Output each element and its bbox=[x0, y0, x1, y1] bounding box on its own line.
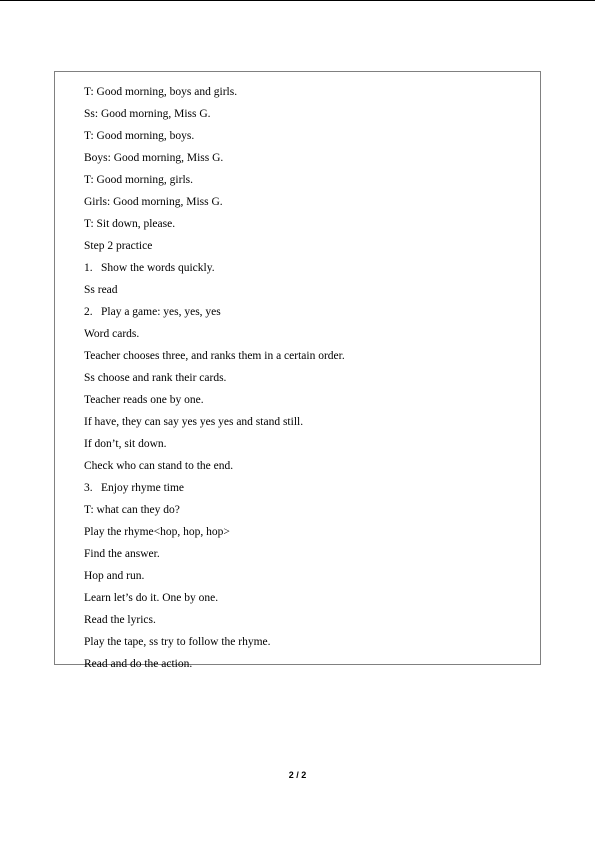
line-text: Read and do the action. bbox=[84, 658, 193, 670]
line-text: Boys: Good morning, Miss G. bbox=[84, 152, 224, 164]
line-text: Enjoy rhyme time bbox=[101, 482, 185, 494]
line-text: Word cards. bbox=[84, 328, 140, 340]
line-text: Check who can stand to the end. bbox=[84, 460, 234, 472]
text-line bbox=[84, 235, 345, 257]
line-text: Girls: Good morning, Miss G. bbox=[84, 196, 223, 208]
text-line bbox=[84, 433, 345, 455]
line-text: Hop and run. bbox=[84, 570, 145, 582]
text-line bbox=[84, 631, 345, 653]
text-line bbox=[84, 323, 345, 345]
text-line bbox=[84, 81, 345, 103]
page-number: 2 / 2 bbox=[288, 770, 307, 780]
line-text: Teacher chooses three, and ranks them in a certain order. bbox=[84, 350, 345, 362]
text-line bbox=[84, 587, 345, 609]
list-number: 3. bbox=[84, 482, 93, 494]
line-text: If have, they can say yes yes yes and stand still. bbox=[84, 416, 304, 428]
line-text: Ss: Good morning, Miss G. bbox=[84, 108, 211, 120]
lesson-content-box bbox=[54, 71, 541, 670]
text-line bbox=[84, 345, 345, 367]
text-line bbox=[84, 147, 345, 169]
text-line bbox=[84, 609, 345, 631]
line-text: Play the tape, ss try to follow the rhyme. bbox=[84, 636, 271, 648]
line-text: T: Good morning, boys. bbox=[84, 130, 195, 142]
list-number: 2. bbox=[84, 306, 93, 318]
text-line bbox=[84, 279, 345, 301]
line-text: T: Good morning, girls. bbox=[84, 174, 193, 186]
text-line bbox=[84, 213, 345, 235]
text-line bbox=[84, 169, 345, 191]
text-line bbox=[84, 257, 345, 279]
text-line bbox=[84, 191, 345, 213]
line-text: Ss choose and rank their cards. bbox=[84, 372, 227, 384]
text-line bbox=[84, 103, 345, 125]
line-text: Teacher reads one by one. bbox=[84, 394, 204, 406]
line-text: Play the rhyme<hop, hop, hop> bbox=[84, 526, 230, 538]
text-line bbox=[84, 543, 345, 565]
line-text: If don’t, sit down. bbox=[84, 438, 167, 450]
text-line bbox=[84, 411, 345, 433]
top-rule bbox=[0, 0, 595, 1]
list-number: 1. bbox=[84, 262, 93, 274]
text-line bbox=[84, 125, 345, 147]
line-text: Ss read bbox=[84, 284, 118, 296]
text-line bbox=[84, 499, 345, 521]
text-line bbox=[84, 565, 345, 587]
line-text: Learn let’s do it. One by one. bbox=[84, 592, 219, 604]
text-line bbox=[84, 301, 345, 323]
line-text: T: Sit down, please. bbox=[84, 218, 176, 230]
lesson-lines bbox=[84, 81, 345, 675]
text-line bbox=[84, 477, 345, 499]
line-text: Find the answer. bbox=[84, 548, 160, 560]
line-text: Play a game: yes, yes, yes bbox=[101, 306, 221, 318]
line-text: T: what can they do? bbox=[84, 504, 180, 516]
text-line bbox=[84, 367, 345, 389]
text-line bbox=[84, 389, 345, 411]
text-line bbox=[84, 455, 345, 477]
line-text: Show the words quickly. bbox=[101, 262, 215, 274]
text-line bbox=[84, 653, 345, 675]
line-text: T: Good morning, boys and girls. bbox=[84, 86, 238, 98]
text-line bbox=[84, 521, 345, 543]
line-text: Read the lyrics. bbox=[84, 614, 156, 626]
line-text: Step 2 practice bbox=[84, 240, 153, 252]
